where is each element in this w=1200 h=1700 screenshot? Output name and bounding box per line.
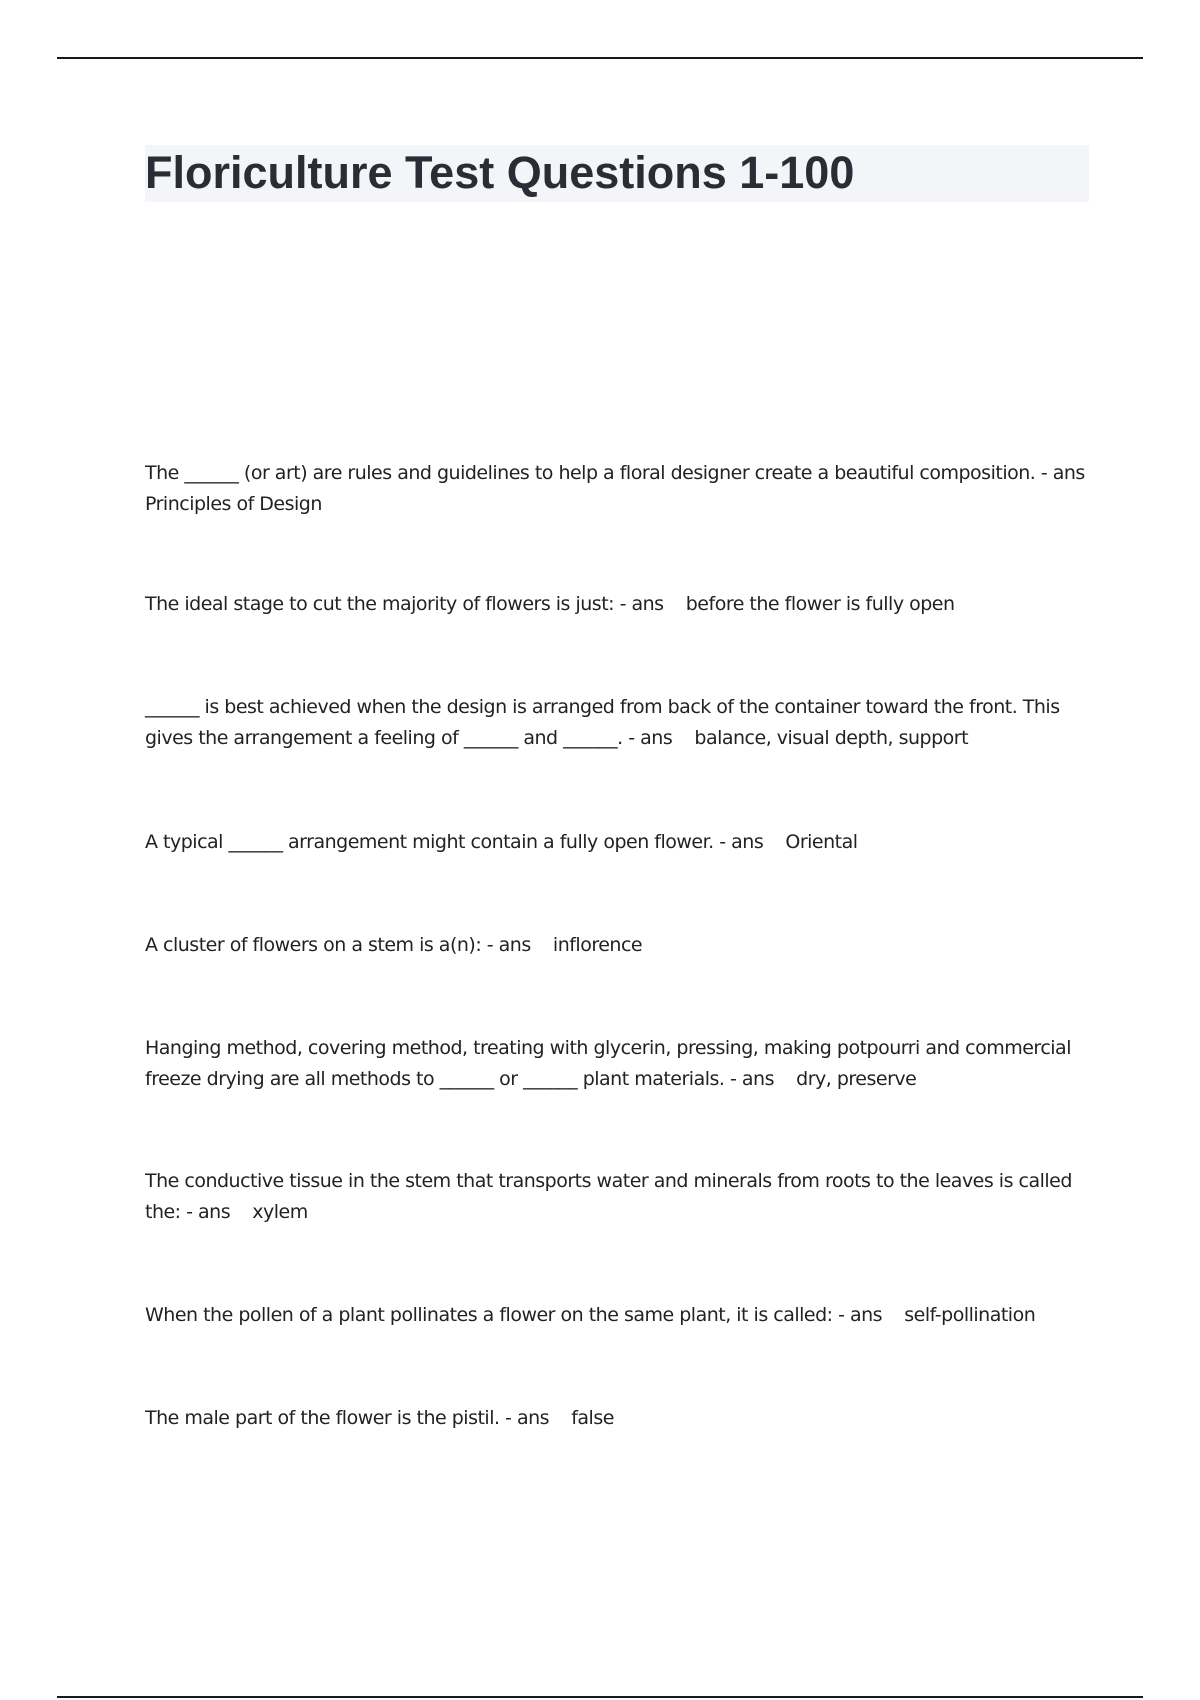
qa-item-5 [145,930,1085,961]
bottom-rule [57,1696,1143,1698]
answer-text: Principles of Design [145,493,322,515]
question-text: The ______ (or art) are rules and guidelines to help a floral designer create a beautiful composition. - ans [145,462,1085,484]
question-text: The male part of the flower is the pistil. - ans [145,1407,550,1429]
top-rule [57,57,1143,59]
question-text: When the pollen of a plant pollinates a flower on the same plant, it is called: - ans [145,1304,883,1326]
answer-text: inflorence [552,934,643,956]
answer-text: balance, visual depth, support [694,727,969,749]
document-title: Floriculture Test Questions 1-100 [145,147,855,198]
question-text: ______ is best achieved when the design is arranged from back of the container toward the front. This gives the arrangement a feeling of ______ and ______. - ans [145,696,1060,749]
answer-text: false [571,1407,614,1429]
question-text: The ideal stage to cut the majority of flowers is just: - ans [145,593,664,615]
answer-text: before the flower is fully open [685,593,955,615]
question-text: Hanging method, covering method, treating with glycerin, pressing, making potpourri and commercial freeze drying are all methods to ______ or ______ plant materials. - ans [145,1037,1071,1090]
qa-item-7 [145,1166,1085,1228]
answer-text: xylem [252,1201,308,1223]
qa-item-8 [145,1300,1085,1331]
qa-item-4 [145,827,1085,858]
qa-item-3 [145,692,1085,754]
qa-item-6 [145,1033,1085,1095]
qa-item-1 [145,458,1085,520]
question-text: A typical ______ arrangement might contain a fully open flower. - ans [145,831,764,853]
qa-item-2 [145,589,1085,620]
question-text: A cluster of flowers on a stem is a(n): - ans [145,934,531,956]
answer-text: Oriental [785,831,858,853]
question-text: The conductive tissue in the stem that transports water and minerals from roots to the leaves is called the: - ans [145,1170,1072,1223]
answer-text: dry, preserve [796,1068,917,1090]
qa-item-9 [145,1403,1085,1434]
answer-text: self-pollination [904,1304,1036,1326]
